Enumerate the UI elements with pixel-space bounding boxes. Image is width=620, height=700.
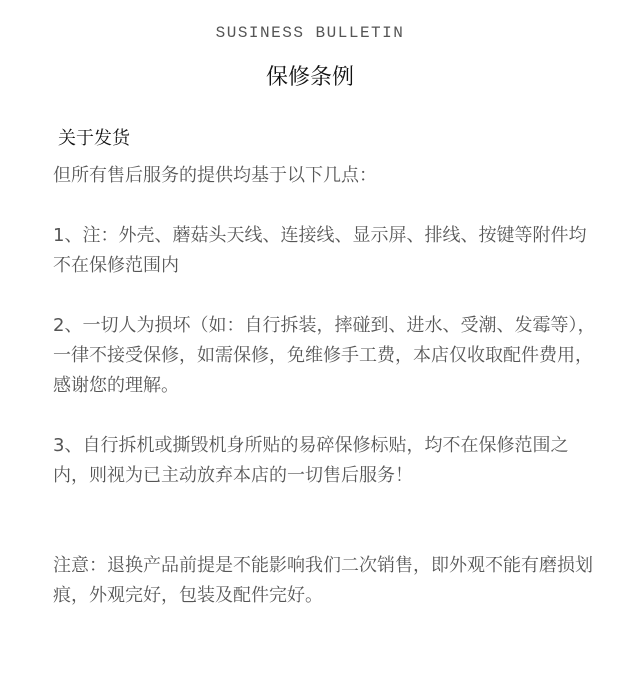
return-note-paragraph: 注意：退换产品前提是不能影响我们二次销售，即外观不能有磨损划痕，外观完好，包装及配件完好。	[53, 555, 593, 606]
warranty-item-3: 3、自行拆机或撕毁机身所贴的易碎保修标贴，均不在保修范围之内，则视为已主动放弃本店的一切售后服务！	[53, 435, 569, 486]
warranty-item-1: 1、注：外壳、蘑菇头天线、连接线、显示屏、排线、按键等附件均不在保修范围内	[53, 225, 587, 276]
intro-paragraph: 但所有售后服务的提供均基于以下几点：	[53, 165, 377, 186]
bulletin-title-en: SUSINESS BULLETIN	[215, 24, 405, 42]
warranty-item-2: 2、一切人为损坏（如：自行拆装，摔碰到、进水、受潮、发霉等），一律不接受保修，如需保修，免维修手工费，本店仅收取配件费用，感谢您的理解。	[53, 315, 596, 396]
page-title: 保修条例	[265, 65, 354, 90]
section-title: 关于发货	[58, 128, 130, 149]
